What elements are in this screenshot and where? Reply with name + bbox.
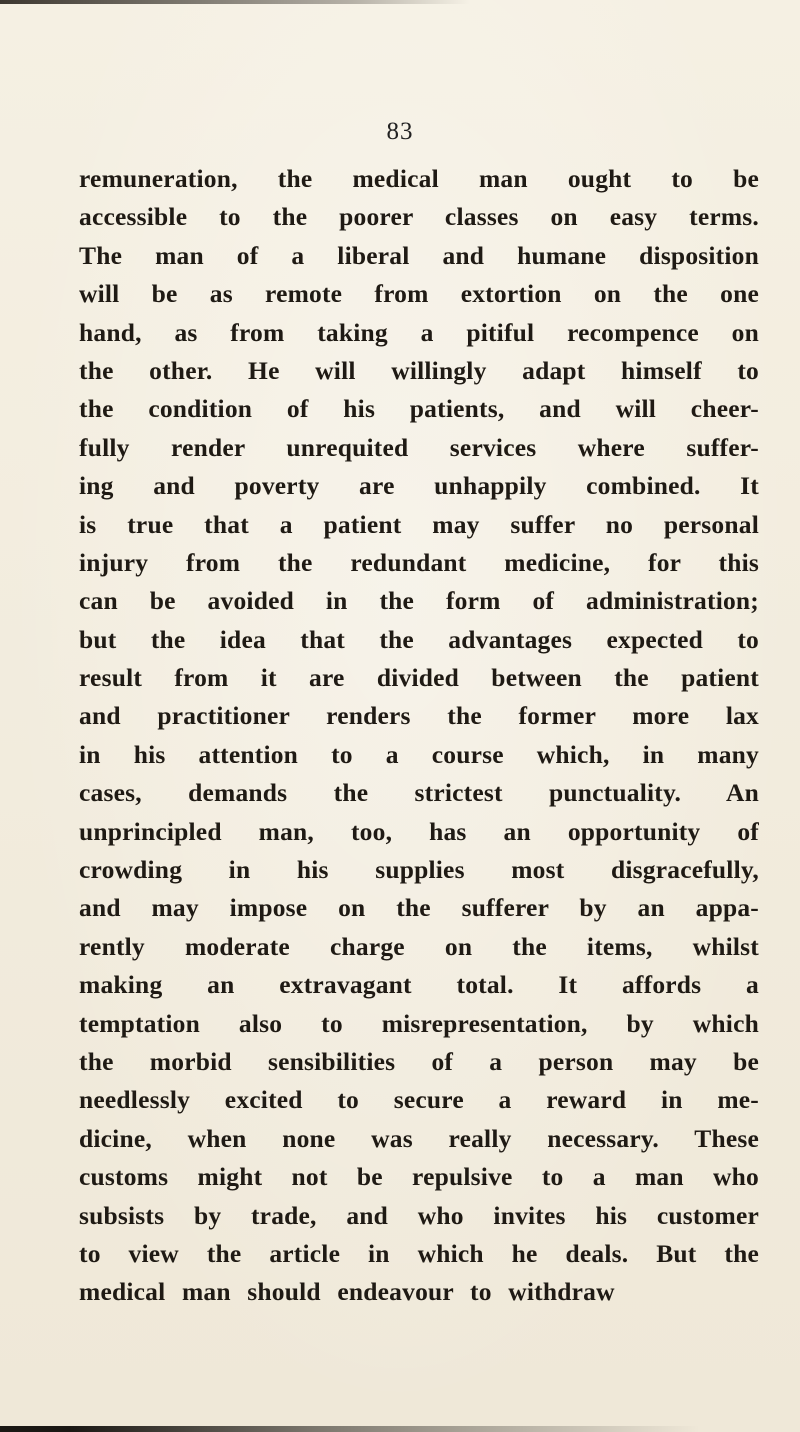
- text-line: making an extravagant total. It affords a: [79, 970, 759, 1000]
- text-line: hand, as from taking a pitiful recompence on: [79, 317, 759, 347]
- text-line: customs might not be repulsive to a man who: [79, 1162, 759, 1192]
- text-line: ing and poverty are unhappily combined. It: [79, 471, 759, 501]
- text-line: rently moderate charge on the items, whilst: [79, 931, 759, 961]
- text-line: needlessly excited to secure a reward in me-: [79, 1085, 759, 1115]
- text-line: the other. He will willingly adapt himself to: [79, 355, 759, 385]
- text-line: and may impose on the sufferer by an appa-: [79, 893, 759, 923]
- text-line: subsists by trade, and who invites his customer: [79, 1200, 759, 1230]
- text-line: remuneration, the medical man ought to be: [79, 164, 759, 193]
- text-line: to view the article in which he deals. But the: [79, 1238, 759, 1268]
- text-line: can be avoided in the form of administration;: [79, 586, 759, 616]
- text-line: unprincipled man, too, has an opportunity of: [79, 816, 759, 846]
- text-line: dicine, when none was really necessary. These: [79, 1123, 759, 1153]
- text-line: will be as remote from extortion on the one: [79, 279, 759, 309]
- text-line: the morbid sensibilities of a person may be: [79, 1046, 759, 1076]
- top-edge-rule: [0, 0, 470, 4]
- text-line: injury from the redundant medicine, for this: [79, 547, 759, 577]
- text-line: the condition of his patients, and will cheer-: [79, 394, 759, 424]
- text-line: crowding in his supplies most disgracefully,: [79, 855, 759, 885]
- text-line: is true that a patient may suffer no personal: [79, 509, 759, 539]
- text-line: but the idea that the advantages expected to: [79, 624, 759, 654]
- page-number: 83: [386, 118, 414, 145]
- text-line: The man of a liberal and humane disposition: [79, 240, 759, 270]
- text-line: result from it are divided between the patient: [79, 663, 759, 693]
- text-line: temptation also to misrepresentation, by which: [79, 1008, 759, 1038]
- text-line: fully render unrequited services where suffer-: [79, 432, 759, 462]
- text-line: and practitioner renders the former more lax: [79, 701, 759, 731]
- body-text: [79, 160, 759, 1312]
- text-line: accessible to the poorer classes on easy terms.: [79, 202, 759, 232]
- text-line: medical man should endeavour to withdraw: [79, 1277, 615, 1307]
- text-line: in his attention to a course which, in many: [79, 739, 759, 769]
- text-line: cases, demands the strictest punctuality. An: [79, 778, 759, 808]
- bottom-edge-rule: [0, 1426, 700, 1432]
